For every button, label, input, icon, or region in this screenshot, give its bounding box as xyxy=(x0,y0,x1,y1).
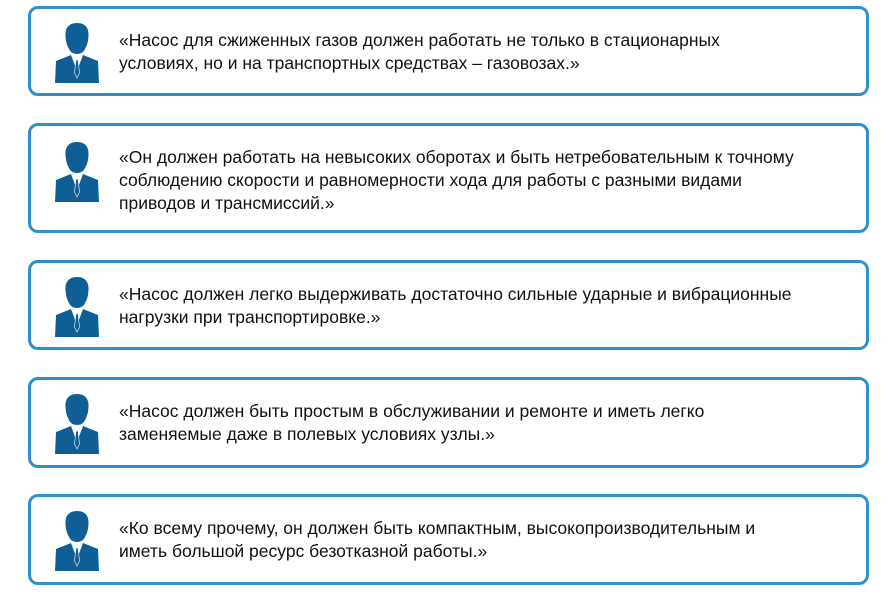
businessman-icon xyxy=(55,275,99,337)
quote-card-5 xyxy=(28,494,869,585)
quote-text xyxy=(119,283,846,329)
quote-line: заменяемые даже в полевых условиях узлы.» xyxy=(119,424,495,444)
quote-line: соблюдению скорости и равномерности хода для работы с разными видами xyxy=(119,170,742,190)
quote-text xyxy=(119,517,846,563)
quote-card-1 xyxy=(28,6,869,96)
quote-text xyxy=(119,29,846,75)
businessman-icon xyxy=(55,392,99,454)
quote-line: «Ко всему прочему, он должен быть компактным, высокопроизводительным и xyxy=(119,518,756,538)
quote-card-3 xyxy=(28,260,869,350)
quote-line: иметь большой ресурс безотказной работы.» xyxy=(119,541,488,561)
quote-line: нагрузки при транспортировке.» xyxy=(119,307,381,327)
quote-line: «Он должен работать на невысоких оборотах и быть нетребовательным к точному xyxy=(119,147,794,167)
quote-card-2 xyxy=(28,123,869,233)
quote-line: условиях, но и на транспортных средствах – газовозах.» xyxy=(119,53,580,73)
businessman-icon xyxy=(55,21,99,83)
quote-line: «Насос должен быть простым в обслуживании и ремонте и иметь легко xyxy=(119,401,705,421)
quote-line: «Насос должен легко выдерживать достаточно сильные ударные и вибрационные xyxy=(119,284,792,304)
quote-text xyxy=(119,146,846,215)
businessman-icon xyxy=(55,509,99,571)
quote-card-4 xyxy=(28,377,869,468)
quote-line: приводов и трансмиссий.» xyxy=(119,193,335,213)
quote-line: «Насос для сжиженных газов должен работать не только в стационарных xyxy=(119,30,720,50)
quote-text xyxy=(119,400,846,446)
businessman-icon xyxy=(55,140,99,202)
